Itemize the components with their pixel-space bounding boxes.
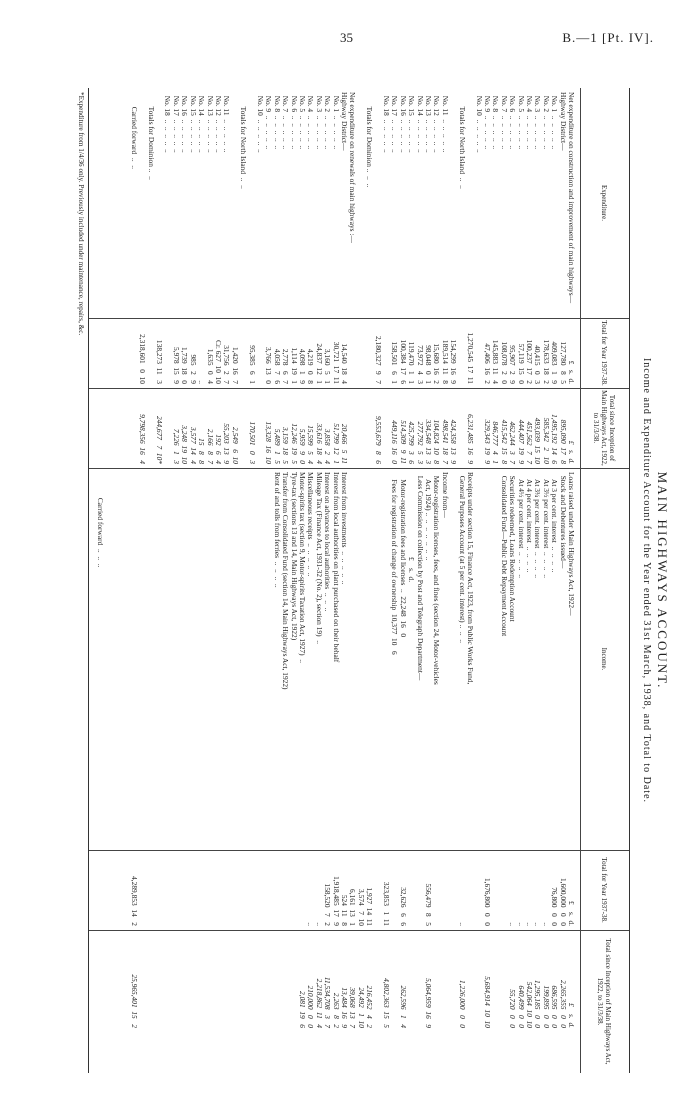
account-subtitle: Income and Expenditure Account for the Year ended 31st March, 1938, and Total to Date. [641,357,652,804]
expenditure-inception-values: £ s. d. 895,090 17 8 1,495,192 14 6 585,342 2 10 493,039 15 10 451,562 7 7 444,407 19 9 462,244 3 7 415,542 15 8 846,777 4 1 329,343 19 9 6,231,485 16 9 424,358 13 9 498,541 18 7 104,824 10 8 334,548 13 3 277,792 5 3 425,799 3 6 514,309 9 11 449,116 16 0 9,553,679 8 6 20,466 5 11 51,799 12 1 3,858 2 4 33,616 18 4 15,599 5 4 5,959 9 0 12,246 19 5 3,159 18 5 5,489 1 5 13,328 16 10 170,501 0 3 2,549 6 10 55,203 13 9 192 6 4 2,166 8 7 15 8 8 3,577 14 4 3,248 19 10 7,226 1 3 244,677 7 10* 9,798,356 16 4 [138,414,576,464]
income-inception-header: Total since Inception of Main Highways Act, 1922, to 31/3/38. [596,938,612,1065]
account-table [88,88,630,1073]
column-divider [89,468,629,469]
header-rule [580,88,581,1073]
page-reference: B.—1 [Pt. IV]. [562,30,654,45]
expenditure-year-header: Total for Year 1937-38. [600,320,608,386]
expenditure-inception-header: Total since Inception of Main Highways Act, 1922, to 31/3/38. [592,390,616,466]
income-year-header: Total for Year 1937-38. [600,857,608,923]
expenditure-items: Net expenditure on construction and improvement of main highways— Highway District— No. 1 .. .. .. .. .. No. 2 .. .. .. .. .. No. 3 .. .. .. .. .. No. 4 .. .. .. .. .. No. 5 .. .. .. .. .. No. 6 .. .. .. .. .. No. 7 .. .. .. .. .. No. 8 .. .. .. .. .. No. 9 .. .. .. .. .. No. 10 .. .. .. .. .. Totals for North Island .. .. No. 11 .. .. .. .. .. No. 12 .. .. .. .. .. No. 13 .. .. .. .. .. No. 14 .. .. .. .. .. No. 15 .. .. .. .. .. No. 16 .. .. .. .. .. No. 17 .. .. .. .. .. No. 18 .. .. .. .. .. Totals for Dominion .. .. .. Net expenditure on renewals of main highways :— Highway District— No. 1 .. .. .. .. .. No. 2 .. .. .. .. .. No. 3 .. .. .. .. .. No. 4 .. .. .. .. .. No. 5 .. .. .. .. .. No. 6 .. .. .. .. .. No. 7 .. .. .. .. .. No. 8 .. .. .. .. .. No. 9 .. .. .. .. .. No. 10 .. .. .. .. .. Totals for North Island .. .. No. 11 .. .. .. .. .. No. 12 .. .. .. .. .. No. 13 .. .. .. .. .. No. 14 .. .. .. .. .. No. 15 .. .. .. .. .. No. 16 .. .. .. .. .. No. 17 .. .. .. .. .. No. 18 .. .. .. .. .. Totals for Dominion .. .. Carried forward .. .. [129,92,576,303]
rotated-ledger-sheet [70,88,670,1073]
income-inception-values: £ s. d. 2,265,355 0 0 686,595 0 0 199,895 0 0 1,295,185 0 0 542,064 10 10 640,499 0 0 55,720 0 0 5,684,914 10 10 1,226,000 0 0 5,064,959 16 9 262,596 1 4 4,802,363 15 5 216,452 4 2 24,492 1 10 39,068 13 7 13,484 16 9 2,263 8 2 11,534,708 3 7 2,218,862 11 4 210,000 0 0 2,081 19 6 25,965,401 15 2 [129,974,576,1028]
income-items: Loans raised under Main Highways Act, 1922— Stock and Debentures issued— At 3 per cent. interest .. .. .. .. At 3½ per cent. interest .. .. .. .. At 3¾ per cent. interest .. .. .. .. At 4 per cent. interest .. .. .. .. At 4½ per cent. interest .. .. .. .. Securities redeemed, Loans Redemption Account Consolidated Fund—Public Debt Repayment Account Receipts under section 15, Finance Act, 1923, from Public Works Fund, General Purposes Account (at 5 per cent. interest) .. .. .. Income from— Motor-registration licenses, fees, and fines (section 24, Motor-vehicles Act, 1924) .. .. .. .. .. .. .. Less Commission on collection by Post and Telegraph Department— £ s. d. Motor-registration fees and licenses .. 22,248 16 0 Fees for registration of change of ownership 10,377 10 6 Interest from investments .. .. .. .. .. Interest from local authorities on plant purchased on their behalf Interest on advances to local authorities .. .. .. Mileage Tax (Finance Act, 1931-32 (No. 2), section 19) .. Miscellaneous receipts .. .. .. .. .. Motor-spirits tax (section 9, Motor-spirits Taxation Act, 1927) .. Tyre-tax (sections 13 and 14, Main Highways Act, 1922) Transfer from Consolidated Fund (section 14, Main Highways Act, 1922) Rent of and tolls from ferries .. .. .. .. Carried forward .. .. .. [96,472,576,690]
income-header: Income. [600,647,608,671]
footnote: *Expenditure from 1/4/36 only. Previously included under maintenance, repairs, &c. [77,92,85,336]
page-number: 35 [340,30,353,45]
income-year-values: £ s. d. 1,600,000 0 0 76,800 0 0 .. .. .. .. .. 1,676,800 0 0 .. 556,479 8 5 32,626 6 6 323,853 1 11 1,927 14 11 3,574 7 10 6,161 13 1 524 11 8 1,918,485 17 9 158,520 7 2 .. .. 4,289,853 14 2 [129,876,576,926]
expenditure-header: Expenditure. [600,185,608,221]
expenditure-year-values: £ s. d. 127,780 8 5 409,083 1 9 178,633 18 2 40,415 0 3 100,237 17 2 57,119 15 0 95,907 2 9 108,078 2 0 145,883 11 4 47,406 16 2 1,270,545 17 11 154,299 16 9 189,514 11 8 15,680 16 2 98,048 0 1 73,972 4 3 119,470 1 1 100,384 17 6 158,501 6 1 2,180,327 9 7 14,540 18 4 30,721 17 11 3,160 5 1 24,837 12 1 4,219 0 8 4,098 1 9 1,114 19 1 2,778 6 7 4,058 7 6 3,766 13 0 95,385 6 1 1,420 16 7 31,756 2 7 Cr. 627 10 10 1,635 0 4 .. 985 2 9 1,739 18 0 5,978 15 9 138,273 11 3 2,318,601 0 10 [138,332,576,384]
page-title: MAIN HIGHWAYS ACCOUNT. [655,471,670,690]
